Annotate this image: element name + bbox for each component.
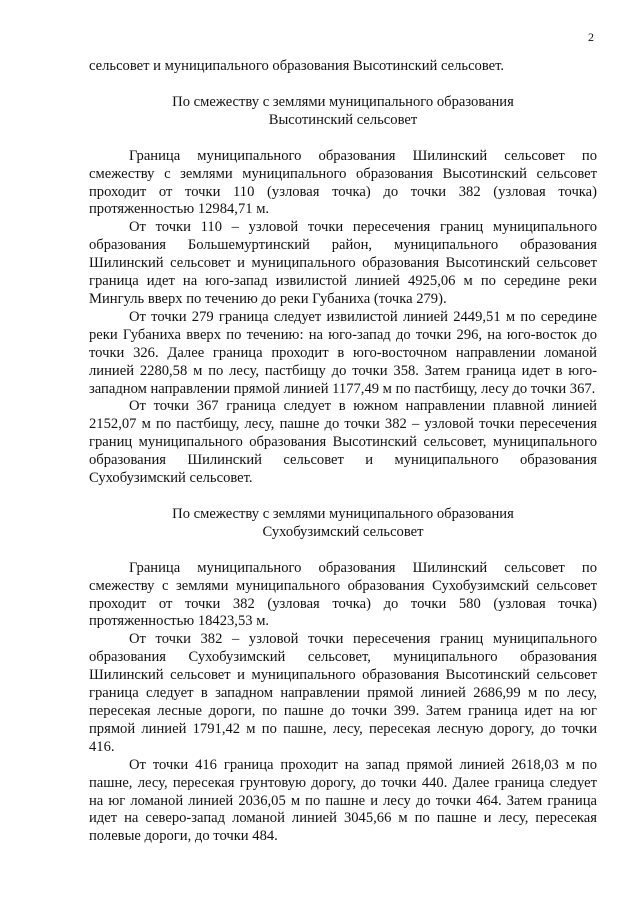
- document-body: [89, 58, 597, 846]
- paragraph: Граница муниципального образования Шилинский сельсовет по смежеству с землями муниципального образования Сухобузимский сельсовет проходит от точки 382 (узловая точка) до точки 580 (узловая точка) протяженностью 18423,53 м.: [89, 559, 597, 630]
- section-vysotinsky: [89, 94, 597, 488]
- paragraph: От точки 382 – узловой точки пересечения границ муниципального образования Сухобузимский сельсовет, муниципального образования Шилинский сельсовет и муниципального образования Высотинский сельсовет граница следует в западном направлении прямой линией 2686,99 м по лесу, пересекая лесные дороги, по пашне до точки 399. Затем граница идет на юг прямой линией 1791,42 м по пашне, лесу, пересекая лесную дорогу, до точки 416.: [89, 631, 597, 755]
- page-number: 2: [588, 30, 594, 44]
- section-heading-line2: Высотинский сельсовет: [268, 111, 418, 128]
- paragraph: От точки 367 граница следует в южном направлении плавной линией 2152,07 м по пастбищу, лесу, пашне до точки 382 – узловой точки пересечения границ муниципального образования Высотинский сельсовет, муниципального образования Шилинский сельсовет и муниципального образования Сухобузимский сельсовет.: [89, 398, 597, 487]
- section-heading-line2: Сухобузимский сельсовет: [262, 523, 424, 540]
- section-sukhobuzimsky: [89, 506, 597, 846]
- paragraph: От точки 416 граница проходит на запад прямой линией 2618,03 м по пашне, лесу, пересекая грунтовую дорогу, до точки 440. Далее граница следует на юг ломаной линией 2036,05 м по пашне и лесу до точки 464. Затем граница идет на северо-запад ломаной линией 3045,66 м по пашне и лесу, пересекая полевые дороги, до точки 484.: [89, 756, 597, 845]
- section-heading-line1: По смежеству с землями муниципального образования: [172, 93, 514, 110]
- intro-line: сельсовет и муниципального образования Высотинский сельсовет.: [89, 58, 505, 74]
- paragraph: Граница муниципального образования Шилинский сельсовет по смежеству с землями муниципального образования Высотинский сельсовет проходит от точки 110 (узловая точка) до точки 382 (узловая точка) протяженностью 12984,71 м.: [89, 147, 597, 218]
- paragraph: От точки 110 – узловой точки пересечения границ муниципального образования Большемуртинский район, муниципального образования Шилинский сельсовет и муниципального образования Высотинский сельсовет граница идет на юго-запад извилистой линией 4925,06 м по середине реки Мингуль вверх по течению до реки Губаниха (точка 279).: [89, 219, 597, 307]
- section-heading-line1: По смежеству с землями муниципального образования: [172, 505, 514, 522]
- paragraph: От точки 279 граница следует извилистой линией 2449,51 м по середине реки Губаниха вверх по течению: на юго-запад до точки 296, на юго-восток до точки 326. Далее граница проходит в юго-восточном направлении ломаной линией 2280,58 м по лесу, пастбищу до точки 358. Затем граница идет в юго-западном направлении прямой линией 1177,49 м по пастбищу, лесу до точки 367.: [89, 308, 597, 397]
